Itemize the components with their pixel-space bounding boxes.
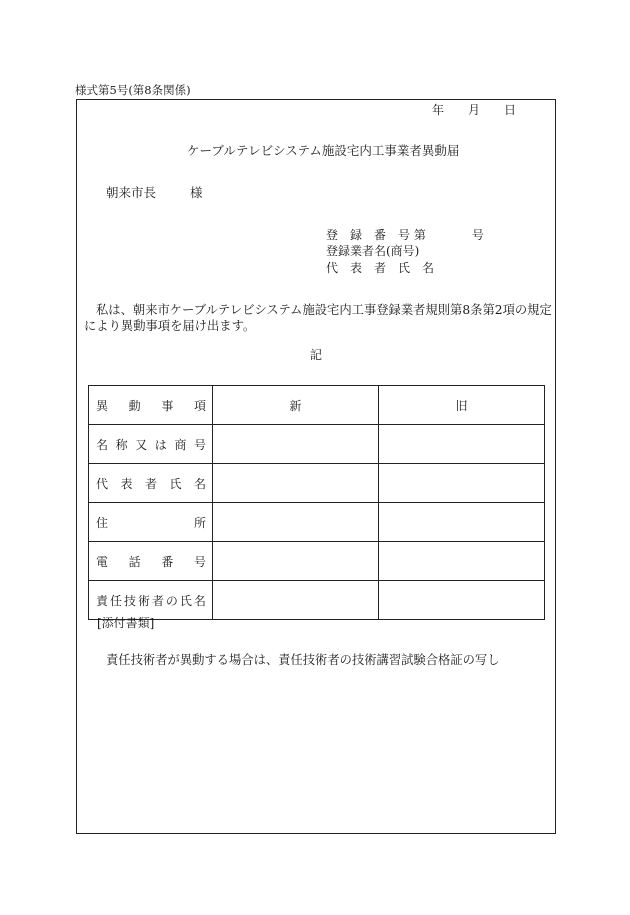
table-row (89, 581, 545, 620)
old-value-cell[interactable] (379, 581, 545, 620)
new-value-cell[interactable] (213, 581, 379, 620)
label-char: 氏 (169, 476, 182, 491)
attachments-label: [添付書類] (97, 616, 155, 630)
date-year-label: 年 (432, 103, 445, 117)
label-char: 技 (123, 593, 136, 608)
date-line (432, 104, 516, 116)
representative-name-label: 代 表 者 氏 名 (326, 261, 435, 275)
label-char: 者 (151, 593, 164, 608)
new-value-cell[interactable] (213, 542, 379, 581)
label-char: 責 (96, 593, 109, 608)
label-char: 号 (193, 554, 206, 569)
label-char: 名 (96, 437, 109, 452)
label-char: 話 (128, 554, 141, 569)
label-char: 住 (96, 515, 109, 530)
new-value-cell[interactable] (213, 503, 379, 542)
row-label-cell (89, 581, 213, 620)
declaration-line-2: により異動事項を届け出ます。 (84, 319, 256, 333)
row-label-cell (89, 503, 213, 542)
label-char: 代 (96, 476, 109, 491)
addressee-honorific: 様 (190, 185, 203, 200)
label-char: は (154, 437, 167, 452)
header-old-cell: 旧 (379, 386, 545, 425)
document-title: ケーブルテレビシステム施設宅内工事業者異動届 (187, 143, 460, 158)
row-label-cell (89, 425, 213, 464)
label-char: 電 (96, 554, 109, 569)
registration-number-prefix: 第 (413, 228, 426, 242)
date-day-label: 日 (504, 103, 517, 117)
header-item-cell (89, 386, 213, 425)
change-items-table (88, 385, 545, 620)
row-label-name-or-trade-name (89, 436, 212, 453)
declaration-text (84, 302, 554, 334)
row-label-phone-number (89, 553, 212, 570)
label-char: 任 (109, 593, 122, 608)
registration-number-line (326, 229, 484, 241)
row-label-cell (89, 464, 213, 503)
label-char: 異 (96, 398, 109, 413)
label-char: 術 (137, 593, 150, 608)
old-value-cell[interactable] (379, 542, 545, 581)
old-value-cell[interactable] (379, 464, 545, 503)
label-char: 項 (193, 398, 206, 413)
old-value-cell[interactable] (379, 425, 545, 464)
old-value-cell[interactable] (379, 503, 545, 542)
table-header-row (89, 386, 545, 425)
label-char: 称 (115, 437, 128, 452)
label-char: 所 (193, 515, 206, 530)
registrant-name-label: 登録業者名(商号) (326, 244, 420, 258)
new-value-cell[interactable] (213, 464, 379, 503)
row-label-chief-engineer-name (89, 592, 212, 609)
header-new-cell: 新 (213, 386, 379, 425)
table-row (89, 425, 545, 464)
label-char: の (165, 593, 178, 608)
label-char: 氏 (179, 593, 192, 608)
label-char: 又 (135, 437, 148, 452)
form-number: 様式第5号(第8条関係) (75, 83, 191, 97)
attachments-text: 責任技術者が異動する場合は、責任技術者の技術講習試験合格証の写し (106, 653, 500, 667)
registration-number-suffix: 号 (471, 228, 484, 242)
label-char: 名 (193, 476, 206, 491)
label-char: 者 (144, 476, 157, 491)
declaration-line-1: 私は、朝来市ケーブルテレビシステム施設宅内工事登録業者規則第8条第2項の規定 (96, 303, 552, 317)
row-label-representative-name (89, 475, 212, 492)
label-char: 商 (174, 437, 187, 452)
addressee-name: 朝来市長 (106, 185, 157, 200)
label-char: 号 (193, 437, 206, 452)
table-row (89, 464, 545, 503)
new-value-cell[interactable] (213, 425, 379, 464)
label-char: 事 (161, 398, 174, 413)
row-label-cell (89, 542, 213, 581)
row-label-address (89, 514, 212, 531)
label-char: 名 (193, 593, 206, 608)
registration-number-label: 登 録 番 号 (326, 228, 411, 242)
ki-marker: 記 (310, 348, 323, 362)
label-char: 表 (120, 476, 133, 491)
label-char: 番 (161, 554, 174, 569)
table-row (89, 542, 545, 581)
label-char: 動 (128, 398, 141, 413)
table-row (89, 503, 545, 542)
header-item-label (89, 397, 212, 414)
addressee (106, 187, 203, 200)
date-month-label: 月 (468, 103, 481, 117)
